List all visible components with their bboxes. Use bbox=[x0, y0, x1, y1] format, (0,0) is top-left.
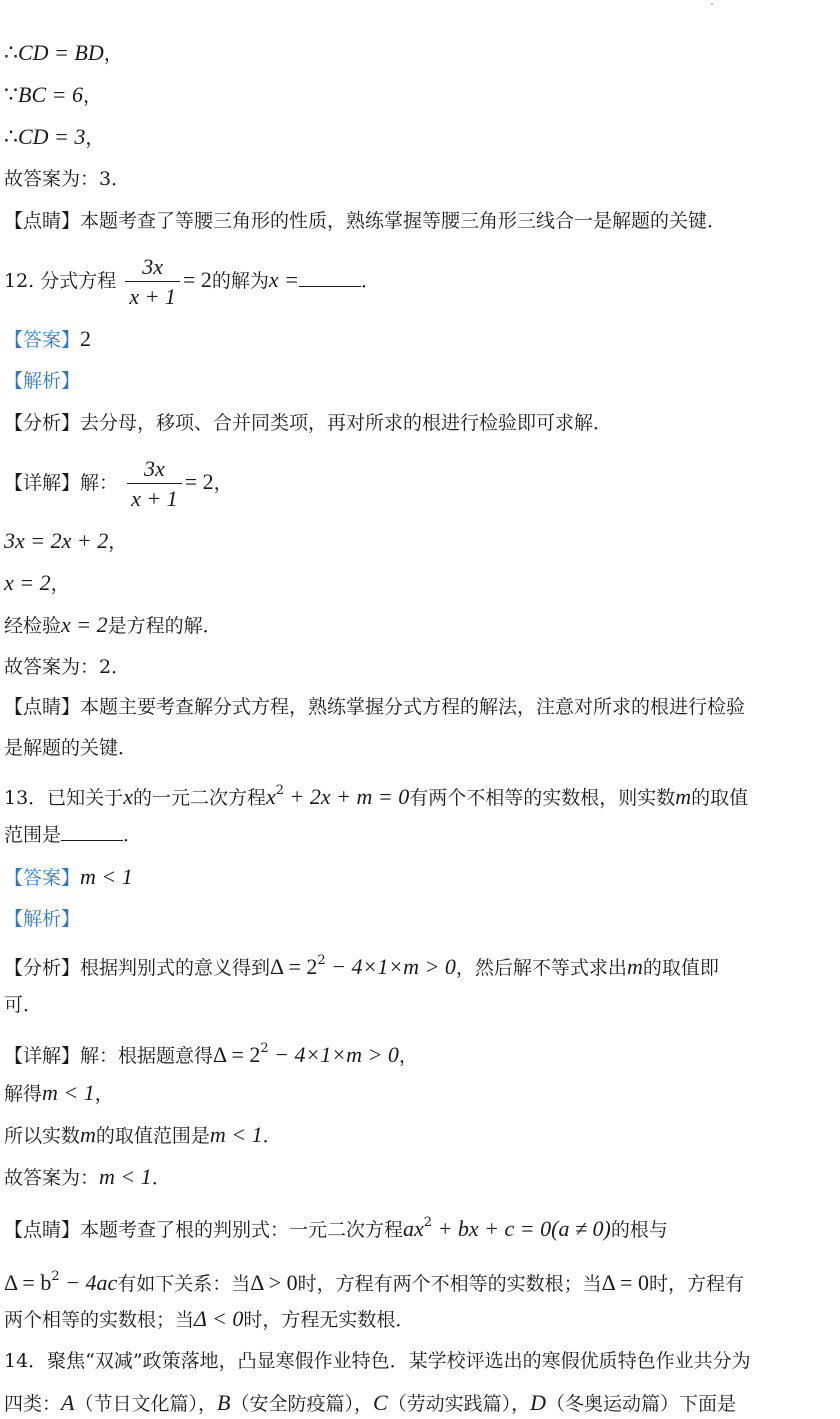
rhs: = 2 bbox=[182, 267, 212, 292]
text: （安全防疫篇）， bbox=[230, 1393, 373, 1415]
rhs: = 2 bbox=[184, 469, 214, 494]
equation: Δ = 2 bbox=[270, 954, 318, 979]
question-13 bbox=[4, 776, 748, 813]
punct: ， bbox=[103, 43, 123, 65]
dianjing-12-line1: 【点睛】本题主要考查解分式方程，熟练掌握分式方程的解法，注意对所求的根进行检验 bbox=[4, 696, 746, 718]
step-2 bbox=[4, 568, 70, 599]
text: 有如下关系：当 bbox=[117, 1273, 251, 1295]
equation: − 4×1×m > 0 bbox=[325, 954, 456, 979]
line-cd-bd bbox=[4, 38, 123, 69]
punct: ． bbox=[262, 1125, 282, 1147]
denominator: x + 1 bbox=[127, 483, 182, 514]
equation: Δ = 2 bbox=[213, 1042, 261, 1067]
step-3 bbox=[4, 610, 222, 641]
punct: ， bbox=[398, 1045, 418, 1067]
equation: m < 1 bbox=[99, 1164, 152, 1189]
step-13-1 bbox=[4, 1078, 114, 1109]
text: 时，方程有两个不相等的实数根；当 bbox=[297, 1273, 602, 1295]
condition: Δ > 0 bbox=[250, 1270, 298, 1295]
exponent: 2 bbox=[275, 783, 285, 798]
answer-blank bbox=[299, 266, 361, 287]
therefore-symbol: ∴ bbox=[4, 40, 18, 65]
dianjing-11: 【点睛】本题考查了等腰三角形的性质，熟练掌握等腰三角形三线合一是解题的关键． bbox=[4, 210, 727, 232]
category-b: B bbox=[216, 1390, 231, 1415]
line-cd-3 bbox=[4, 122, 104, 153]
answer-blank bbox=[61, 820, 123, 841]
text: 【详解】解：根据题意得 bbox=[4, 1045, 214, 1067]
text: （冬奥运动篇）下面是 bbox=[546, 1393, 737, 1415]
because-symbol: ∵ bbox=[4, 82, 18, 107]
text: 有两个不相等的实数根，则实数 bbox=[409, 787, 676, 809]
text: （节日文化篇）， bbox=[74, 1393, 217, 1415]
xiangjie-12 bbox=[4, 450, 233, 515]
dianjing-13-line2 bbox=[4, 1262, 744, 1299]
answer-value: m < 1 bbox=[80, 864, 133, 889]
answer-12 bbox=[4, 324, 91, 355]
exponent: 2 bbox=[260, 1041, 269, 1056]
variable: m bbox=[626, 954, 643, 979]
denominator: x + 1 bbox=[125, 281, 180, 312]
equation: x = 2 bbox=[4, 570, 51, 595]
exponent: 2 bbox=[317, 953, 326, 968]
equation: CD = 3 bbox=[18, 124, 86, 149]
equation: ax bbox=[403, 1216, 424, 1241]
dianjing-13-line3 bbox=[4, 1304, 414, 1335]
scan-dot bbox=[711, 3, 713, 5]
text: 范围是 bbox=[4, 824, 62, 846]
answer-line: 故答案为：3． bbox=[4, 168, 131, 190]
fraction bbox=[127, 455, 182, 514]
text: 时，方程无实数根． bbox=[243, 1309, 415, 1331]
numerator: 3x bbox=[142, 253, 163, 279]
label: 【详解】解： bbox=[4, 472, 119, 494]
equation: CD = BD bbox=[18, 40, 104, 65]
text: 13．已知关于 bbox=[4, 787, 124, 809]
answer-value: 2 bbox=[80, 326, 92, 351]
punct: ， bbox=[108, 531, 128, 553]
fenxi-13 bbox=[4, 946, 719, 983]
exponent: 2 bbox=[423, 1215, 433, 1230]
variable: m bbox=[675, 784, 692, 809]
equation: Δ = b bbox=[4, 1270, 52, 1295]
text: 四类： bbox=[4, 1393, 62, 1415]
text: 时，方程有 bbox=[648, 1273, 744, 1295]
therefore-symbol: ∴ bbox=[4, 124, 18, 149]
equation: BC = 6 bbox=[18, 82, 83, 107]
text: 两个相等的实数根；当 bbox=[4, 1309, 195, 1331]
variable: x = bbox=[268, 267, 299, 292]
condition: Δ < 0 bbox=[194, 1306, 244, 1331]
question-13-line2 bbox=[4, 820, 142, 850]
equation: x bbox=[265, 784, 276, 809]
equation: m < 1 bbox=[42, 1080, 95, 1105]
category-c: C bbox=[372, 1390, 388, 1415]
text: 的取值即 bbox=[642, 957, 719, 979]
punct: ． bbox=[123, 824, 143, 846]
text: 解得 bbox=[4, 1083, 43, 1105]
equation: − 4ac bbox=[59, 1270, 118, 1295]
punct: ． bbox=[361, 270, 381, 292]
punct: ， bbox=[94, 1083, 114, 1105]
question-prefix: 12. 分式方程 bbox=[4, 270, 117, 292]
text: 的取值范围是 bbox=[95, 1125, 210, 1147]
dianjing-13-line1 bbox=[4, 1208, 668, 1245]
answer-tag: 【答案】 bbox=[4, 867, 81, 889]
variable: m bbox=[80, 1122, 96, 1147]
xiangjie-13 bbox=[4, 1034, 418, 1071]
text: ，然后解不等式求出 bbox=[455, 957, 627, 979]
text: 【点睛】本题考查了根的判别式：一元二次方程 bbox=[4, 1219, 404, 1241]
text: 故答案为： bbox=[4, 1167, 100, 1189]
condition: Δ = 0 bbox=[601, 1270, 649, 1295]
equation: − 4×1×m > 0 bbox=[268, 1042, 399, 1067]
equation: m < 1 bbox=[209, 1122, 263, 1147]
step-1 bbox=[4, 526, 127, 557]
text: （劳动实践篇）， bbox=[387, 1393, 531, 1415]
text: 是方程的解． bbox=[107, 615, 222, 637]
text: 的解为 bbox=[211, 270, 269, 292]
text: 的一元二次方程 bbox=[132, 787, 266, 809]
text: 所以实数 bbox=[4, 1125, 81, 1147]
numerator: 3x bbox=[143, 455, 165, 481]
punct: ． bbox=[151, 1167, 171, 1189]
question-14-line2 bbox=[4, 1388, 736, 1419]
question-12 bbox=[4, 248, 380, 313]
equation: x = 2 bbox=[61, 612, 108, 637]
fenxi-13-line2: 可． bbox=[4, 994, 43, 1016]
text: 经检验 bbox=[4, 615, 62, 637]
text: 的取值 bbox=[691, 787, 749, 809]
text: 的根与 bbox=[610, 1219, 668, 1241]
step-13-3 bbox=[4, 1162, 171, 1193]
equation: 3x = 2x + 2 bbox=[4, 528, 109, 553]
variable: x bbox=[123, 784, 133, 809]
exponent: 2 bbox=[51, 1269, 60, 1284]
question-14-line1: 14．聚焦“双减”政策落地，凸显寒假作业特色．某学校评选出的寒假优质特色作业共分为 bbox=[4, 1350, 751, 1372]
fraction bbox=[125, 253, 180, 312]
answer-13 bbox=[4, 862, 133, 893]
answer-line-12: 故答案为：2． bbox=[4, 656, 131, 678]
jiexi-13: 【解析】 bbox=[4, 908, 81, 930]
punct: ， bbox=[50, 573, 70, 595]
punct: ， bbox=[82, 85, 102, 107]
answer-tag: 【答案】 bbox=[4, 329, 81, 351]
punct: ， bbox=[213, 472, 233, 494]
category-d: D bbox=[530, 1390, 547, 1415]
text: 【分析】根据判别式的意义得到 bbox=[4, 957, 271, 979]
line-bc bbox=[4, 80, 102, 111]
step-13-2 bbox=[4, 1120, 282, 1151]
category-a: A bbox=[61, 1390, 75, 1415]
jiexi-12: 【解析】 bbox=[4, 370, 81, 392]
dianjing-12-line2: 是解题的关键． bbox=[4, 737, 138, 759]
punct: ， bbox=[85, 127, 105, 149]
equation: + 2x + m = 0 bbox=[284, 784, 410, 809]
fenxi-12: 【分析】去分母，移项、合并同类项，再对所求的根进行检验即可求解． bbox=[4, 412, 613, 434]
equation: + bx + c = 0 bbox=[432, 1216, 552, 1241]
condition: (a ≠ 0) bbox=[551, 1216, 611, 1241]
